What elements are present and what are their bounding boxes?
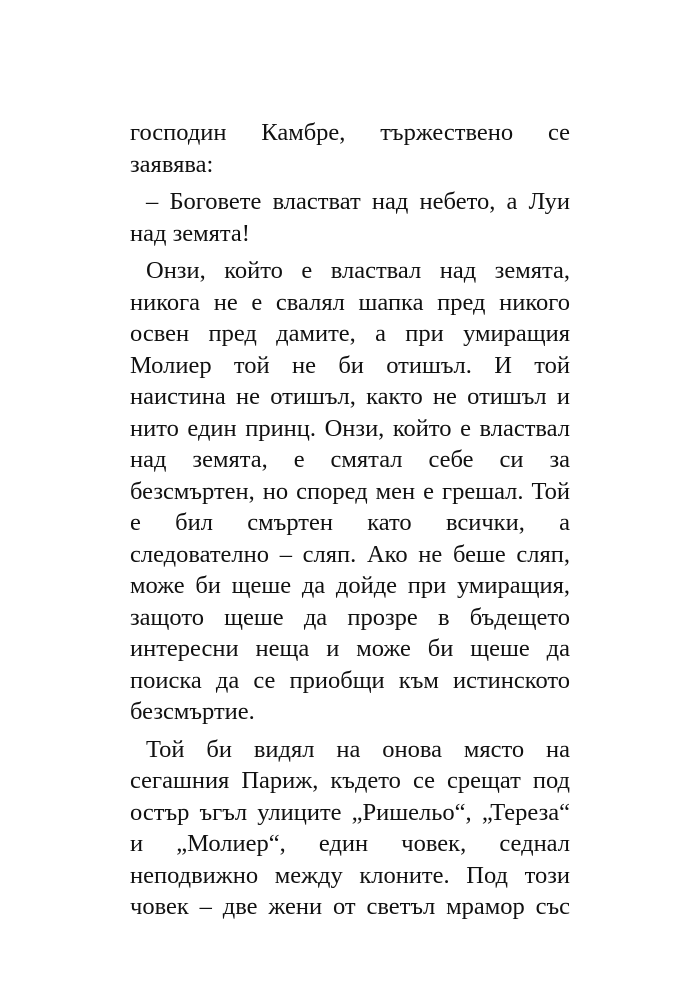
text-line: остър ъгъл улиците „Ришельо“, „Тереза“ xyxy=(130,798,570,826)
text-line: нито един принц. Онзи, който е властвал xyxy=(130,414,570,442)
text-line: може би щеше да дойде при умиращия, xyxy=(130,572,570,599)
text-line: следователно – сляп. Ако не беше сляп, xyxy=(130,540,570,568)
text-line: Молиер той не би отишъл. И той xyxy=(130,351,570,379)
text-line: човек – две жени от светъл мрамор със xyxy=(130,893,570,920)
text-line: Онзи, който е властвал над земята, xyxy=(146,257,570,284)
text-line: никога не е свалял шапка пред никого xyxy=(130,288,570,316)
text-line: над земята! xyxy=(130,219,250,247)
text-line: – Боговете властват над небето, а Луи xyxy=(146,188,570,215)
text-line: господин Камбре, тържествено се xyxy=(130,119,570,146)
paragraph xyxy=(130,255,570,728)
text-line: сегашния Париж, където се срещат под xyxy=(130,767,570,794)
text-line: е бил смъртен като всички, а xyxy=(130,509,570,536)
text-line: интересни неща и може би щеше да xyxy=(130,635,570,662)
text-line: безсмъртен, но според мен е грешал. Той xyxy=(130,477,570,505)
text-line: наистина не отишъл, както не отишъл и xyxy=(130,383,570,410)
text-line: Той би видял на онова място на xyxy=(146,735,570,763)
text-line: безсмъртие. xyxy=(130,698,255,725)
text-line: и „Молиер“, един човек, седнал xyxy=(130,830,570,857)
paragraph xyxy=(130,186,570,249)
paragraph xyxy=(130,117,570,180)
text-line: защото щеше да прозре в бъдещето xyxy=(130,603,570,631)
page-text xyxy=(130,117,570,923)
paragraph xyxy=(130,734,570,923)
text-line: поиска да се приобщи към истинското xyxy=(130,666,570,694)
text-line: неподвижно между клоните. Под този xyxy=(130,861,570,889)
text-line: над земята, е смятал себе си за xyxy=(130,446,570,473)
text-line: заявява: xyxy=(130,150,214,178)
text-line: освен пред дамите, а при умиращия xyxy=(130,320,570,347)
